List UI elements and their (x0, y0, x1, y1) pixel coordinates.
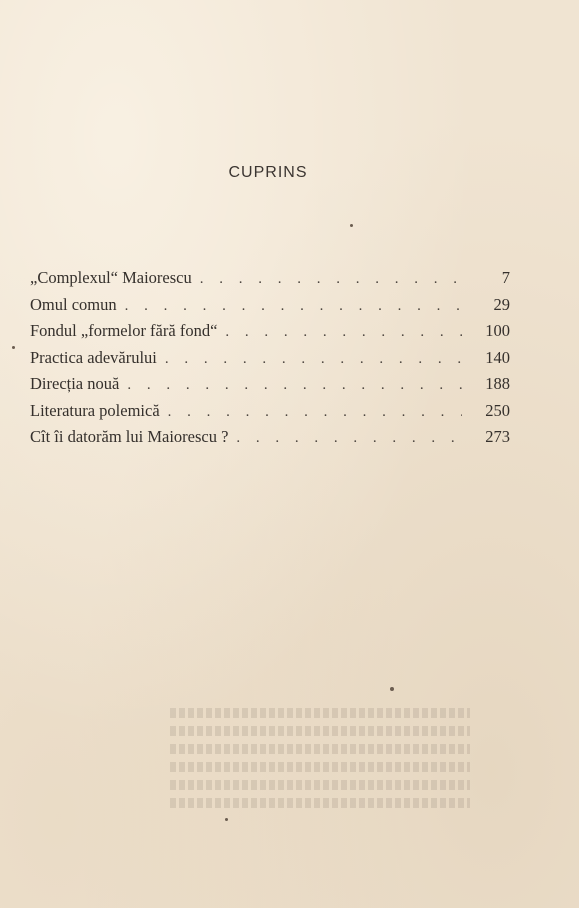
toc-entry-title: Practica adevărului (30, 347, 157, 367)
toc-entry (30, 292, 510, 319)
dot-leader (168, 399, 462, 426)
paper-speck (12, 346, 15, 349)
bleed-through-text (170, 700, 470, 820)
dot-leader (236, 425, 462, 452)
dot-leader (225, 319, 462, 346)
toc-entry-page: 140 (485, 347, 510, 367)
toc-entry-title: Fondul „formelor fără fond“ (30, 321, 218, 340)
table-of-contents (30, 265, 510, 451)
toc-entry-page: 250 (485, 400, 510, 420)
paper-speck (390, 687, 394, 691)
dot-leader (200, 266, 462, 293)
toc-entry-page: 188 (485, 374, 510, 393)
dot-leader (127, 372, 462, 399)
dot-leader (165, 346, 462, 373)
toc-entry (30, 318, 510, 345)
toc-entry (30, 371, 510, 398)
toc-entry-title: Direcția nouă (30, 374, 120, 393)
dot-leader (125, 293, 462, 320)
page-title: CUPRINS (228, 164, 308, 181)
paper-speck (350, 224, 353, 227)
toc-entry-page: 100 (485, 321, 510, 340)
toc-entry (30, 265, 510, 292)
toc-entry (30, 398, 510, 425)
toc-entry-title: Literatura polemică (30, 400, 160, 420)
toc-entry-page: 29 (493, 294, 510, 314)
toc-entry (30, 424, 510, 451)
toc-entry-page: 7 (501, 268, 510, 287)
paper-speck (225, 818, 228, 821)
toc-entry-page: 273 (485, 427, 510, 446)
toc-entry-title: Omul comun (30, 294, 117, 314)
toc-entry (30, 345, 510, 372)
toc-entry-title: „Complexul“ Maiorescu (30, 268, 192, 287)
toc-entry-title: Cît îi datorăm lui Maiorescu ? (30, 427, 229, 446)
